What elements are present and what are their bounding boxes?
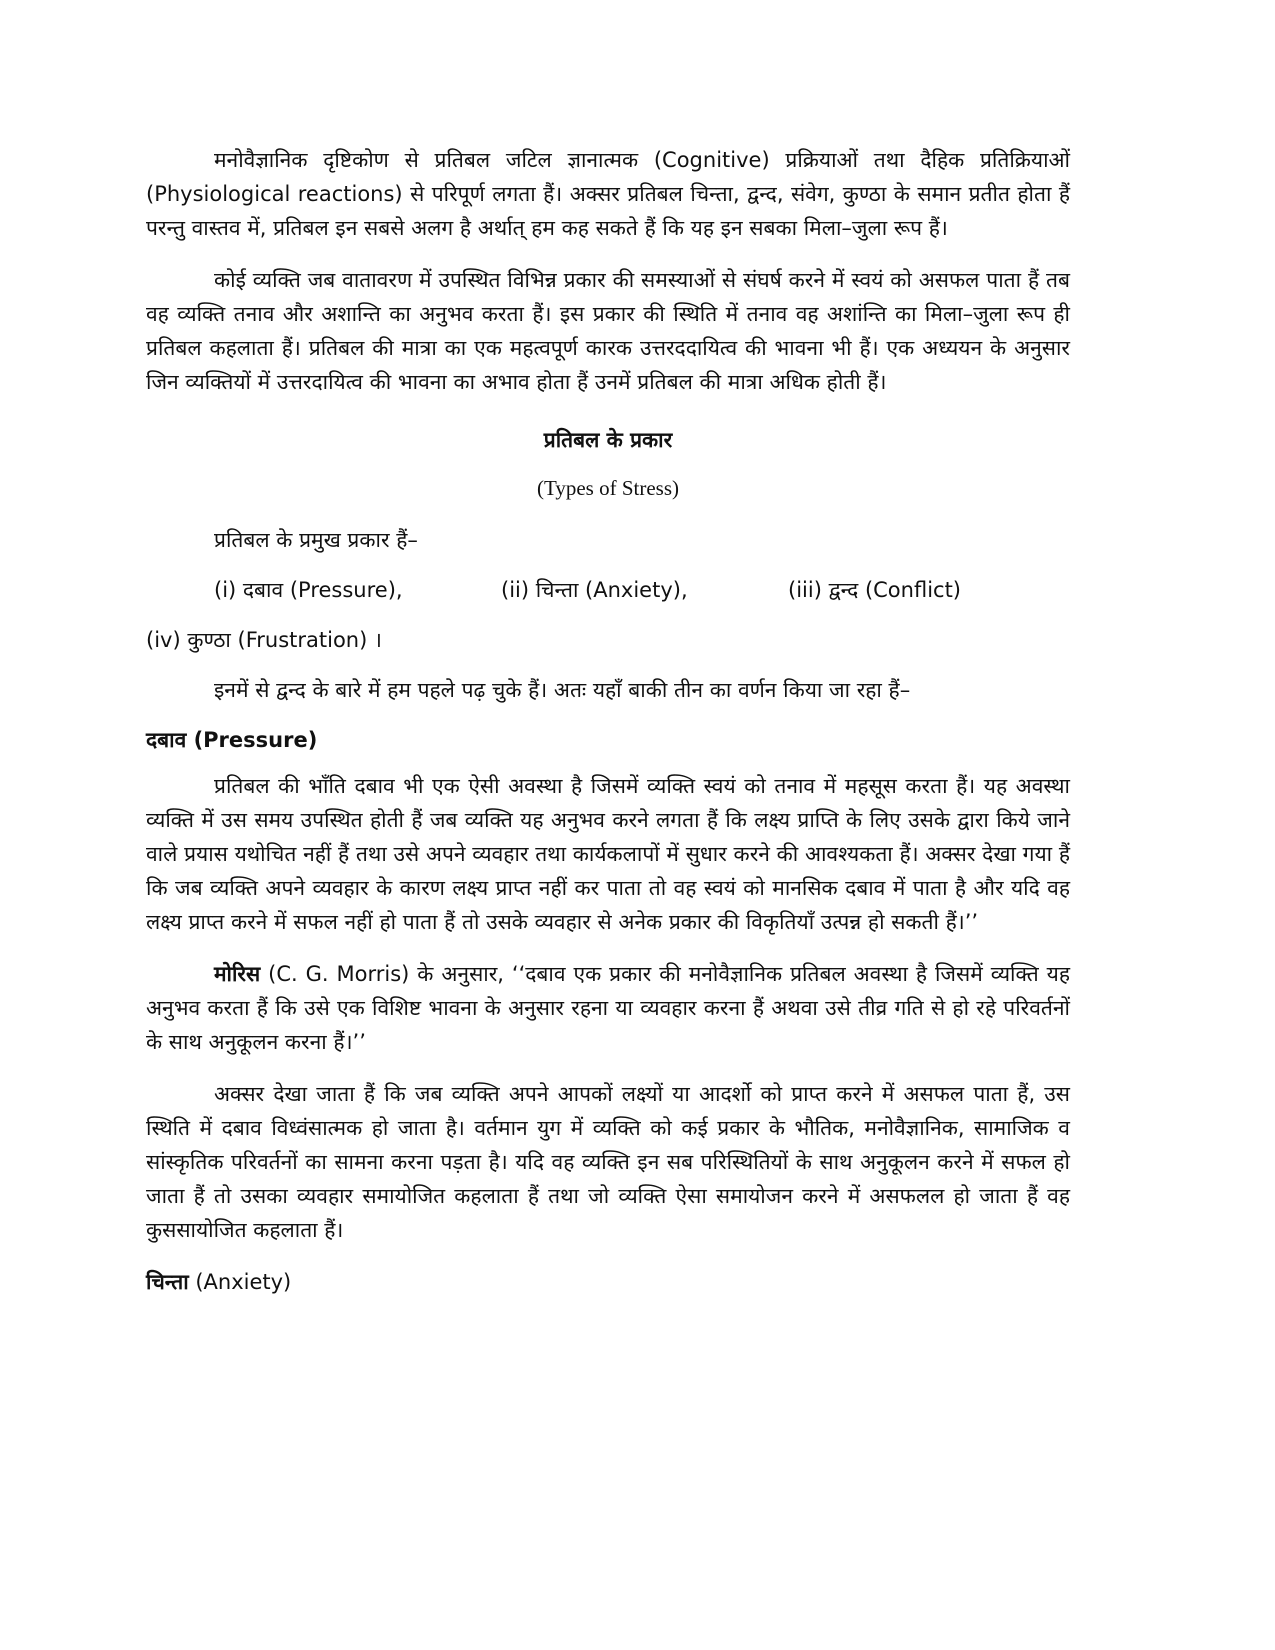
types-note: इनमें से द्वन्द के बारे में हम पहले पढ़ चुके हैं। अतः यहाँ बाकी तीन का वर्णन किया जा रहा हैं– xyxy=(214,678,911,702)
intro-paragraph-2: कोई व्यक्ति जब वातावरण में उपस्थित विभिन्न प्रकार की समस्याओं से संघर्ष करने में स्वयं को असफल पाता हैं तब वह व्यक्ति तनाव और अशान्ति का अनुभव करता हैं। इस प्रकार की स्थिति में तनाव वह अशांन्ति का मिला–जुला रूप ही प्रतिबल कहलाता हैं। प्रतिबल की मात्रा का एक महत्वपूर्ण कारक उत्तरददायित्व की भावना भी हैं। एक अध्ययन के अनुसार जिन व्यक्तियों में उत्तरदायित्व की भावना का अभाव होता हैं उनमें प्रतिबल की मात्रा अधिक होती हैं। xyxy=(146,268,1070,394)
types-list-row xyxy=(146,573,1070,607)
type-item-frustration: (iv) कुण्ठा (Frustration) । xyxy=(146,628,382,652)
intro-paragraph-1: मनोवैज्ञानिक दृष्टिकोण से प्रतिबल जटिल ज्ञानात्मक (Cognitive) प्रक्रियाओं तथा दैहिक प्रतिक्रियाओं (Physiological reactions) से परिपूर्ण लगता हैं। अक्सर प्रतिबल चिन्ता, द्वन्द, संवेग, कुण्ठा के समान प्रतीत होता हैं परन्तु वास्तव में, प्रतिबल इन सबसे अलग है अर्थात् हम कह सकते हैं कि यह इन सबका मिला–जुला रूप हैं। xyxy=(146,148,1070,240)
types-intro: प्रतिबल के प्रमुख प्रकार हैं– xyxy=(214,528,418,552)
type-item-pressure: (i) दबाव (Pressure), xyxy=(214,578,403,602)
pressure-paragraph-3: अक्सर देखा जाता हैं कि जब व्यक्ति अपने आपकों लक्ष्यों या आदर्शो को प्राप्त करने में असफल पाता हैं, उस स्थिति में दबाव विध्वंसात्मक हो जाता है। वर्तमान युग में व्यक्ति को कई प्रकार के भौतिक, मनोवैज्ञानिक, सामाजिक व सांस्कृतिक परिवर्तनों का सामना करना पड़ता है। यदि वह व्यक्ति इन सब परिस्थितियों के साथ अनुकूलन करने में सफल हो जाता हैं तो उसका व्यवहार समायोजित कहलाता हैं तथा जो व्यक्ति ऐसा समायोजन करने में असफलल हो जाता हैं वह कुससायोजित कहलाता हैं। xyxy=(146,1082,1070,1242)
pressure-heading: दबाव (Pressure) xyxy=(146,728,318,752)
anxiety-heading-english: (Anxiety) xyxy=(188,1270,292,1294)
type-item-conflict: (iii) द्वन्द (Conflict) xyxy=(788,578,962,602)
page-content xyxy=(146,143,1070,1311)
type-item-anxiety: (ii) चिन्ता (Anxiety), xyxy=(501,578,688,602)
morris-name: मोरिस xyxy=(214,962,261,986)
pressure-paragraph-morris xyxy=(146,957,1070,1059)
anxiety-heading-hindi: चिन्ता xyxy=(146,1270,189,1294)
anxiety-heading xyxy=(146,1265,1070,1299)
section-heading-types: प्रतिबल के प्रकार xyxy=(543,428,673,452)
pressure-paragraph-1: प्रतिबल की भाँति दबाव भी एक ऐसी अवस्था है जिसमें व्यक्ति स्वयं को तनाव में महसूस करता हैं। यह अवस्था व्यक्ति में उस समय उपस्थित होती हैं जब व्यक्ति यह अनुभव करने लगता हैं कि लक्ष्य प्राप्ति के लिए उसके द्वारा किये जाने वाले प्रयास यथोचित नहीं हैं तथा उसे अपने व्यवहार तथा कार्यकलापों में सुधार करने की आवश्यकता हैं। अक्सर देखा गया हैं कि जब व्यक्ति अपने व्यवहार के कारण लक्ष्य प्राप्त नहीं कर पाता तो वह स्वयं को मानसिक दबाव में पाता है और यदि वह लक्ष्य प्राप्त करने में सफल नहीं हो पाता हैं तो उसके व्यवहार से अनेक प्रकार की विकृतियाँ उत्पन्न हो सकती हैं।’’ xyxy=(146,774,1070,934)
section-subheading-types: (Types of Stress) xyxy=(536,476,679,500)
morris-quote: (C. G. Morris) के अनुसार, ‘‘दबाव एक प्रकार की मनोवैज्ञानिक प्रतिबल अवस्था है जिसमें व्यक्ति यह अनुभव करता हैं कि उसे एक विशिष्ट भावना के अनुसार रहना या व्यवहार करना हैं अथवा उसे तीव्र गति से हो रहे परिवर्तनों के साथ अनुकूलन करना हैं।’’ xyxy=(146,962,1070,1054)
